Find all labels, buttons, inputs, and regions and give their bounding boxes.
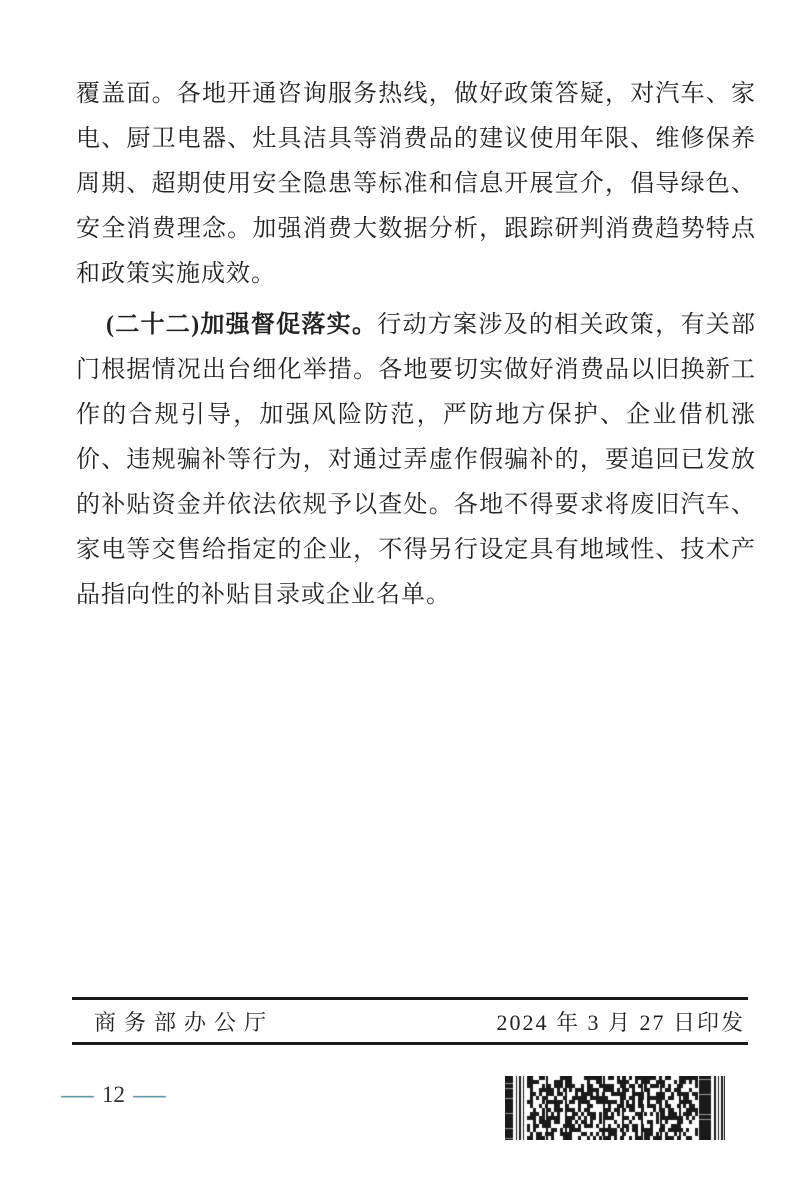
- paragraph-section-22: [76, 303, 756, 618]
- paragraph-text: 覆盖面。各地开通咨询服务热线，做好政策答疑，对汽车、家电、厨卫电器、灶具洁具等消费品的建议使用年限、维修保养周期、超期使用安全隐患等标准和信息开展宣介，倡导绿色、安全消费理念。加强消费大数据分析，跟踪研判消费趋势特点和政策实施成效。: [76, 81, 756, 287]
- paragraph-text: 行动方案涉及的相关政策，有关部门根据情况出台细化举措。各地要切实做好消费品以旧换新工作的合规引导，加强风险防范，严防地方保护、企业借机涨价、违规骗补等行为，对通过弄虚作假骗补的，要追回已发放的补贴资金并依法依规予以查处。各地不得要求将废旧汽车、家电等交售给指定的企业，不得另行设定具有地域性、技术产品指向性的补贴目录或企业名单。: [76, 312, 757, 608]
- page-number-dash-left: —: [61, 1082, 94, 1107]
- page-number: [61, 1082, 166, 1108]
- page-number-value: 12: [102, 1082, 125, 1107]
- paragraph-continuation: [76, 72, 756, 297]
- imprint-footer: [72, 997, 748, 1045]
- issue-date: 2024 年 3 月 27 日印发: [496, 1009, 745, 1035]
- pdf417-barcode: [505, 1076, 725, 1140]
- imprint-row: [72, 1000, 748, 1042]
- document-body: [76, 72, 756, 618]
- issuing-office: 商务部办公厅: [94, 1009, 275, 1035]
- imprint-rule-bottom: [72, 1042, 748, 1045]
- section-heading: (二十二)加强督促落实。: [106, 312, 378, 338]
- page-number-dash-right: —: [133, 1082, 166, 1107]
